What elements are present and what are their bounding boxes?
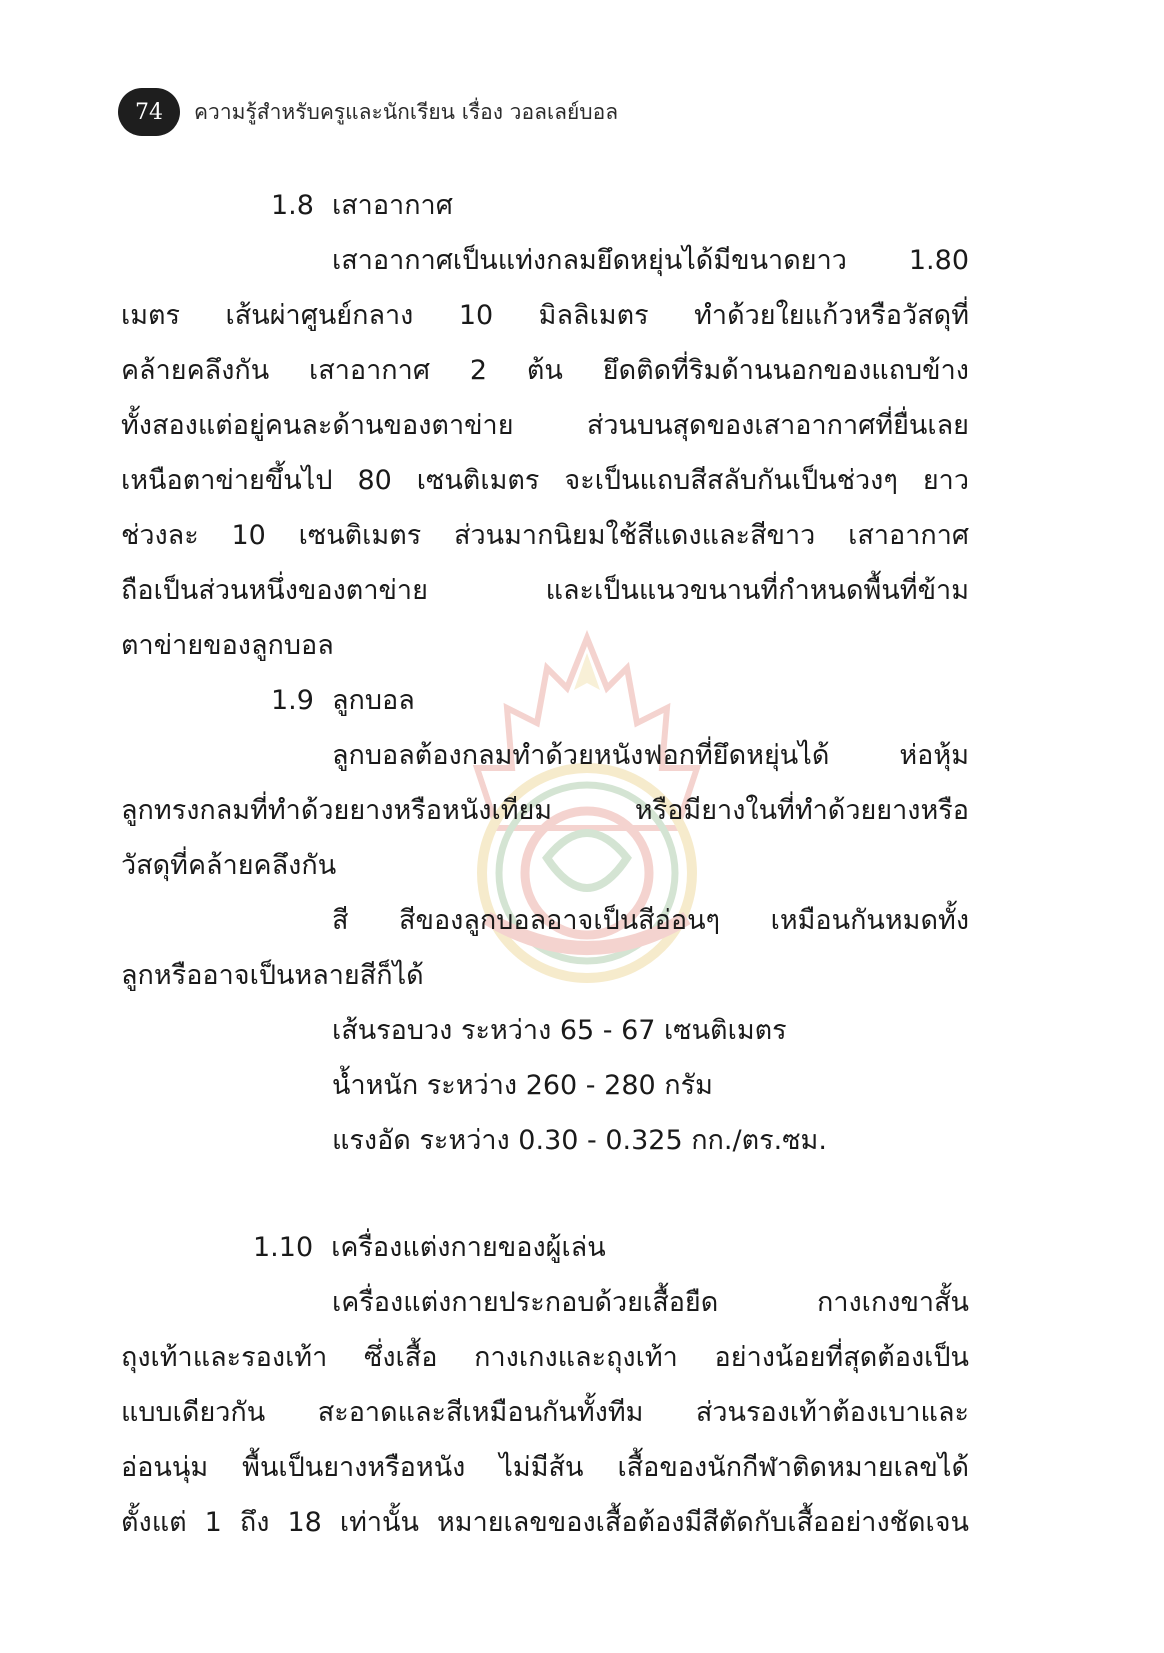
paragraph-line: ตาข่ายของลูกบอล [121, 630, 334, 661]
paragraph-line: เสาอากาศเป็นแท่งกลมยึดหยุ่นได้มีขนาดยาว 1.80 [332, 245, 969, 276]
section-heading-1-8 [121, 178, 969, 233]
section-number: 1.8 [271, 190, 314, 221]
section-number: 1.9 [271, 685, 314, 716]
paragraph-line: แบบเดียวกัน สะอาดและสีเหมือนกันทั้งทีม ส่วนรองเท้าต้องเบาและ [121, 1397, 969, 1428]
paragraph-line: ลูกทรงกลมที่ทำด้วยยางหรือหนังเทียม หรือมียางในที่ทำด้วยยางหรือ [121, 795, 969, 826]
paragraph-line: เครื่องแต่งกายประกอบด้วยเสื้อยืด กางเกงขาสั้น [332, 1287, 969, 1318]
paragraph-line: เมตร เส้นผ่าศูนย์กลาง 10 มิลลิเมตร ทำด้วยใยแก้วหรือวัสดุที่ [121, 300, 969, 331]
paragraph-line: ถุงเท้าและรองเท้า ซึ่งเสื้อ กางเกงและถุงเท้า อย่างน้อยที่สุดต้องเป็น [121, 1342, 969, 1373]
page-number-badge: 74 [118, 88, 180, 136]
paragraph-line: ตั้งแต่ 1 ถึง 18 เท่านั้น หมายเลขของเสื้อต้องมีสีตัดกับเสื้ออย่างชัดเจน [121, 1507, 969, 1538]
paragraph-line: เหนือตาข่ายขึ้นไป 80 เซนติเมตร จะเป็นแถบสีสลับกันเป็นช่วงๆ ยาว [121, 465, 969, 496]
section-title: เสาอากาศ [331, 190, 453, 221]
section-gap [121, 1168, 969, 1220]
section-title: ลูกบอล [331, 685, 415, 716]
spec-line: แรงอัด ระหว่าง 0.30 - 0.325 กก./ตร.ซม. [332, 1125, 827, 1156]
paragraph-line: วัสดุที่คล้ายคลึงกัน [121, 850, 337, 881]
paragraph-line: ช่วงละ 10 เซนติเมตร ส่วนมากนิยมใช้สีแดงและสีขาว เสาอากาศ [121, 520, 969, 551]
paragraph-line: ทั้งสองแต่อยู่คนละด้านของตาข่าย ส่วนบนสุดของเสาอากาศที่ยื่นเลย [121, 410, 969, 441]
paragraph-line: อ่อนนุ่ม พื้นเป็นยางหรือหนัง ไม่มีส้น เสื้อของนักกีฬาติดหมายเลขได้ [121, 1452, 969, 1483]
paragraph-line: ลูกหรืออาจเป็นหลายสีก็ได้ [121, 960, 424, 991]
paragraph-line: สี สีของลูกบอลอาจเป็นสีอ่อนๆ เหมือนกันหมดทั้ง [332, 905, 969, 936]
spec-line: เส้นรอบวง ระหว่าง 65 - 67 เซนติเมตร [332, 1015, 787, 1046]
body-text [121, 178, 969, 1550]
section-title: เครื่องแต่งกายของผู้เล่น [331, 1232, 606, 1263]
section-heading-1-9 [121, 673, 969, 728]
paragraph-line: ถือเป็นส่วนหนึ่งของตาข่าย และเป็นแนวขนานที่กำหนดพื้นที่ข้าม [121, 575, 969, 606]
paragraph-line: ลูกบอลต้องกลมทำด้วยหนังฟอกที่ยึดหยุ่นได้ ห่อหุ้ม [332, 740, 969, 771]
running-title: ความรู้สำหรับครูและนักเรียน เรื่อง วอลเลย์บอล [194, 99, 619, 124]
section-number: 1.10 [253, 1232, 314, 1263]
page-header [118, 87, 618, 137]
spec-line: น้ำหนัก ระหว่าง 260 - 280 กรัม [332, 1070, 713, 1101]
section-heading-1-10 [121, 1220, 969, 1275]
paragraph-line: คล้ายคลึงกัน เสาอากาศ 2 ต้น ยึดติดที่ริมด้านนอกของแถบข้าง [121, 355, 969, 386]
